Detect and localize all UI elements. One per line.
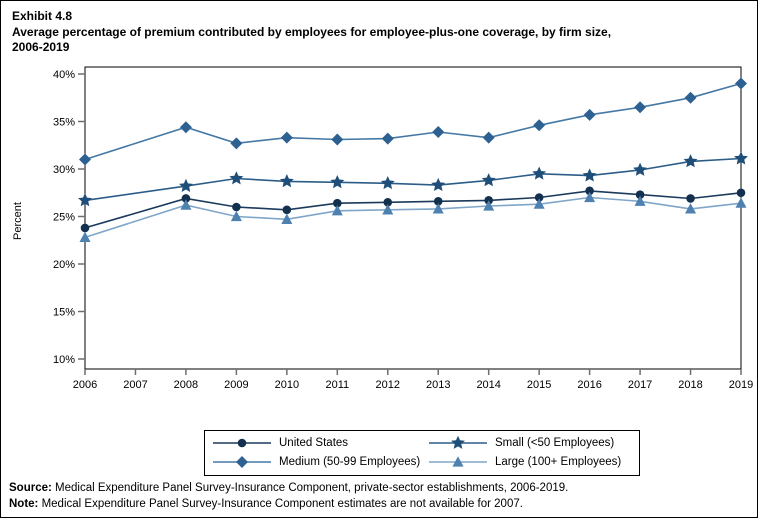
legend-swatch-star-icon — [429, 435, 487, 451]
x-tick-label: 2010 — [274, 379, 300, 391]
diamond-marker-icon — [230, 137, 242, 149]
plot-frame — [85, 67, 741, 369]
source-label: Source: — [9, 482, 52, 494]
diamond-marker-icon — [533, 119, 545, 131]
x-tick-label: 2008 — [173, 379, 199, 391]
legend-label: Large (100+ Employees) — [495, 456, 622, 468]
y-tick-label: 10% — [52, 354, 75, 366]
diamond-marker-icon — [483, 132, 495, 144]
diamond-marker-icon — [281, 132, 293, 144]
circle-marker-icon — [686, 194, 695, 203]
y-tick-label: 25% — [52, 211, 75, 224]
x-tick-label: 2018 — [678, 379, 703, 391]
x-tick-label: 2012 — [375, 379, 401, 391]
series-triangle — [80, 192, 747, 242]
x-tick-label: 2007 — [123, 379, 148, 391]
triangle-marker-icon — [180, 199, 191, 209]
circle-marker-icon — [238, 439, 247, 448]
legend-label: Small (<50 Employees) — [495, 437, 615, 449]
note-text: Medical Expenditure Panel Survey-Insurance Component estimates are not available for 2007. — [38, 497, 523, 510]
x-tick-label: 2015 — [526, 379, 552, 391]
circle-marker-icon — [81, 224, 90, 233]
note-label: Note: — [9, 497, 39, 510]
diamond-marker-icon — [634, 101, 646, 113]
legend-item-triangle — [429, 453, 631, 471]
footnotes — [9, 481, 568, 512]
star-marker-icon — [583, 168, 597, 181]
source-note — [9, 481, 568, 497]
y-tick-label: 35% — [52, 116, 75, 129]
legend-item-circle — [213, 434, 429, 452]
circle-marker-icon — [283, 206, 292, 215]
triangle-marker-icon — [584, 192, 595, 202]
circle-marker-icon — [737, 188, 746, 197]
y-tick-label: 40% — [52, 69, 75, 81]
premium-line-chart — [1, 61, 758, 406]
legend-swatch-diamond-icon — [213, 454, 271, 470]
x-tick-label: 2016 — [577, 379, 602, 391]
y-tick-label: 15% — [52, 306, 75, 319]
star-marker-icon — [633, 163, 647, 176]
chart-legend — [204, 430, 640, 476]
chart-title-line2: 2006-2019 — [12, 40, 70, 55]
availability-note — [9, 497, 568, 513]
triangle-marker-icon — [736, 197, 747, 207]
legend-swatch-circle-icon — [213, 435, 271, 451]
diamond-marker-icon — [584, 109, 596, 121]
star-marker-icon — [280, 174, 294, 187]
x-tick-label: 2017 — [627, 379, 653, 391]
diamond-marker-icon — [735, 78, 747, 90]
diamond-marker-icon — [180, 121, 192, 133]
x-tick-label: 2006 — [72, 379, 98, 391]
star-marker-icon — [451, 436, 465, 449]
x-tick-label: 2011 — [325, 379, 350, 391]
y-tick-label: 30% — [52, 164, 75, 176]
legend-swatch-triangle-icon — [429, 454, 487, 470]
star-marker-icon — [381, 176, 395, 189]
series-diamond — [79, 78, 747, 166]
star-marker-icon — [229, 171, 243, 184]
diamond-marker-icon — [331, 134, 343, 146]
diamond-marker-icon — [685, 92, 697, 104]
y-axis-label: Percent — [12, 202, 24, 240]
legend-item-star — [429, 434, 631, 452]
legend-item-diamond — [213, 453, 429, 471]
series-star — [78, 151, 748, 206]
star-marker-icon — [684, 154, 698, 167]
legend-label: Medium (50-99 Employees) — [279, 456, 421, 468]
y-tick-label: 20% — [52, 259, 75, 271]
diamond-marker-icon — [432, 126, 444, 138]
star-marker-icon — [330, 175, 344, 188]
x-tick-label: 2013 — [425, 379, 451, 391]
chart-title — [12, 9, 747, 56]
x-tick-label: 2019 — [728, 379, 754, 391]
circle-marker-icon — [232, 203, 241, 212]
star-marker-icon — [532, 166, 546, 179]
x-tick-label: 2014 — [476, 379, 501, 391]
star-marker-icon — [482, 173, 496, 186]
star-marker-icon — [179, 179, 193, 192]
legend-label: United States — [279, 437, 349, 449]
diamond-marker-icon — [79, 154, 91, 166]
chart-title-line1: Average percentage of premium contributed by employees for employee-plus-one coverage, by firm size, — [12, 24, 612, 39]
x-tick-label: 2009 — [224, 379, 249, 391]
source-text: Medical Expenditure Panel Survey-Insurance Component, private-sector establishments, 2006-2019. — [51, 482, 569, 494]
diamond-marker-icon — [382, 133, 394, 145]
diamond-marker-icon — [236, 456, 248, 468]
series-line — [85, 84, 741, 160]
exhibit-number: Exhibit 4.8 — [12, 9, 73, 23]
star-marker-icon — [431, 178, 445, 191]
